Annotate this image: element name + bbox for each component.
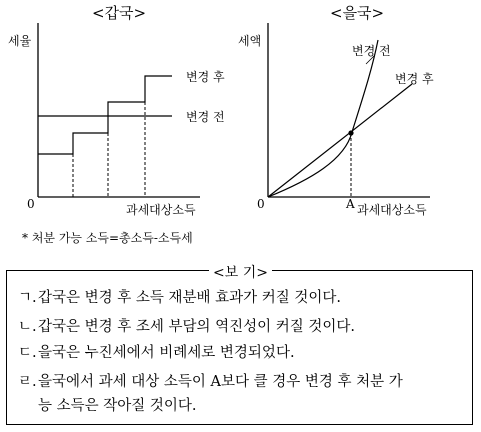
left-after-label: 변경 후	[186, 70, 225, 84]
right-panel-title: <을국>	[330, 4, 385, 22]
left-origin-label: 0	[27, 197, 35, 211]
bogi-item-text: 을국에서 과세 대상 소득이 A보다 클 경우 변경 후 처분 가	[38, 374, 403, 390]
right-after-label: 변경 후	[395, 72, 434, 86]
bogi-item-text: 갑국은 변경 후 소득 재분배 효과가 커질 것이다.	[38, 290, 342, 306]
left-before-label: 변경 전	[186, 110, 225, 124]
right-y-axis-label: 세액	[238, 34, 262, 48]
right-after-line	[268, 84, 412, 197]
bogi-item-mark: ㄴ.	[18, 319, 37, 335]
right-origin-label: 0	[257, 197, 265, 211]
bogi-item-5	[18, 395, 197, 417]
footnote: * 처분 가능 소득=총소득-소득세	[22, 231, 193, 245]
bogi-item-1	[18, 287, 341, 309]
left-y-axis-label: 세율	[8, 34, 32, 48]
bogi-title: <보 기>	[0, 262, 481, 282]
bogi-item-text: 갑국은 변경 후 조세 부담의 역진성이 커질 것이다.	[38, 319, 356, 335]
right-point-a-label: A	[346, 197, 355, 211]
bogi-item-4	[18, 371, 403, 393]
left-after-steps	[38, 76, 172, 154]
left-panel-title: <갑국>	[92, 4, 147, 22]
bogi-item-text: 능 소득은 작아질 것이다.	[38, 398, 197, 414]
bogi-item-2	[18, 316, 355, 338]
bogi-item-text: 을국은 누진세에서 비례세로 변경되었다.	[38, 345, 295, 361]
right-before-curve	[268, 40, 378, 197]
bogi-item-3	[18, 342, 295, 364]
bogi-item-mark: ㄹ.	[18, 374, 37, 390]
bogi-item-mark: ㄱ.	[18, 290, 37, 306]
bogi-item-mark: ㄷ.	[18, 345, 37, 361]
right-before-label: 변경 전	[352, 44, 391, 58]
left-x-axis-label: 과세대상소득	[126, 203, 196, 217]
right-x-axis-label: 과세대상소득	[357, 203, 427, 217]
